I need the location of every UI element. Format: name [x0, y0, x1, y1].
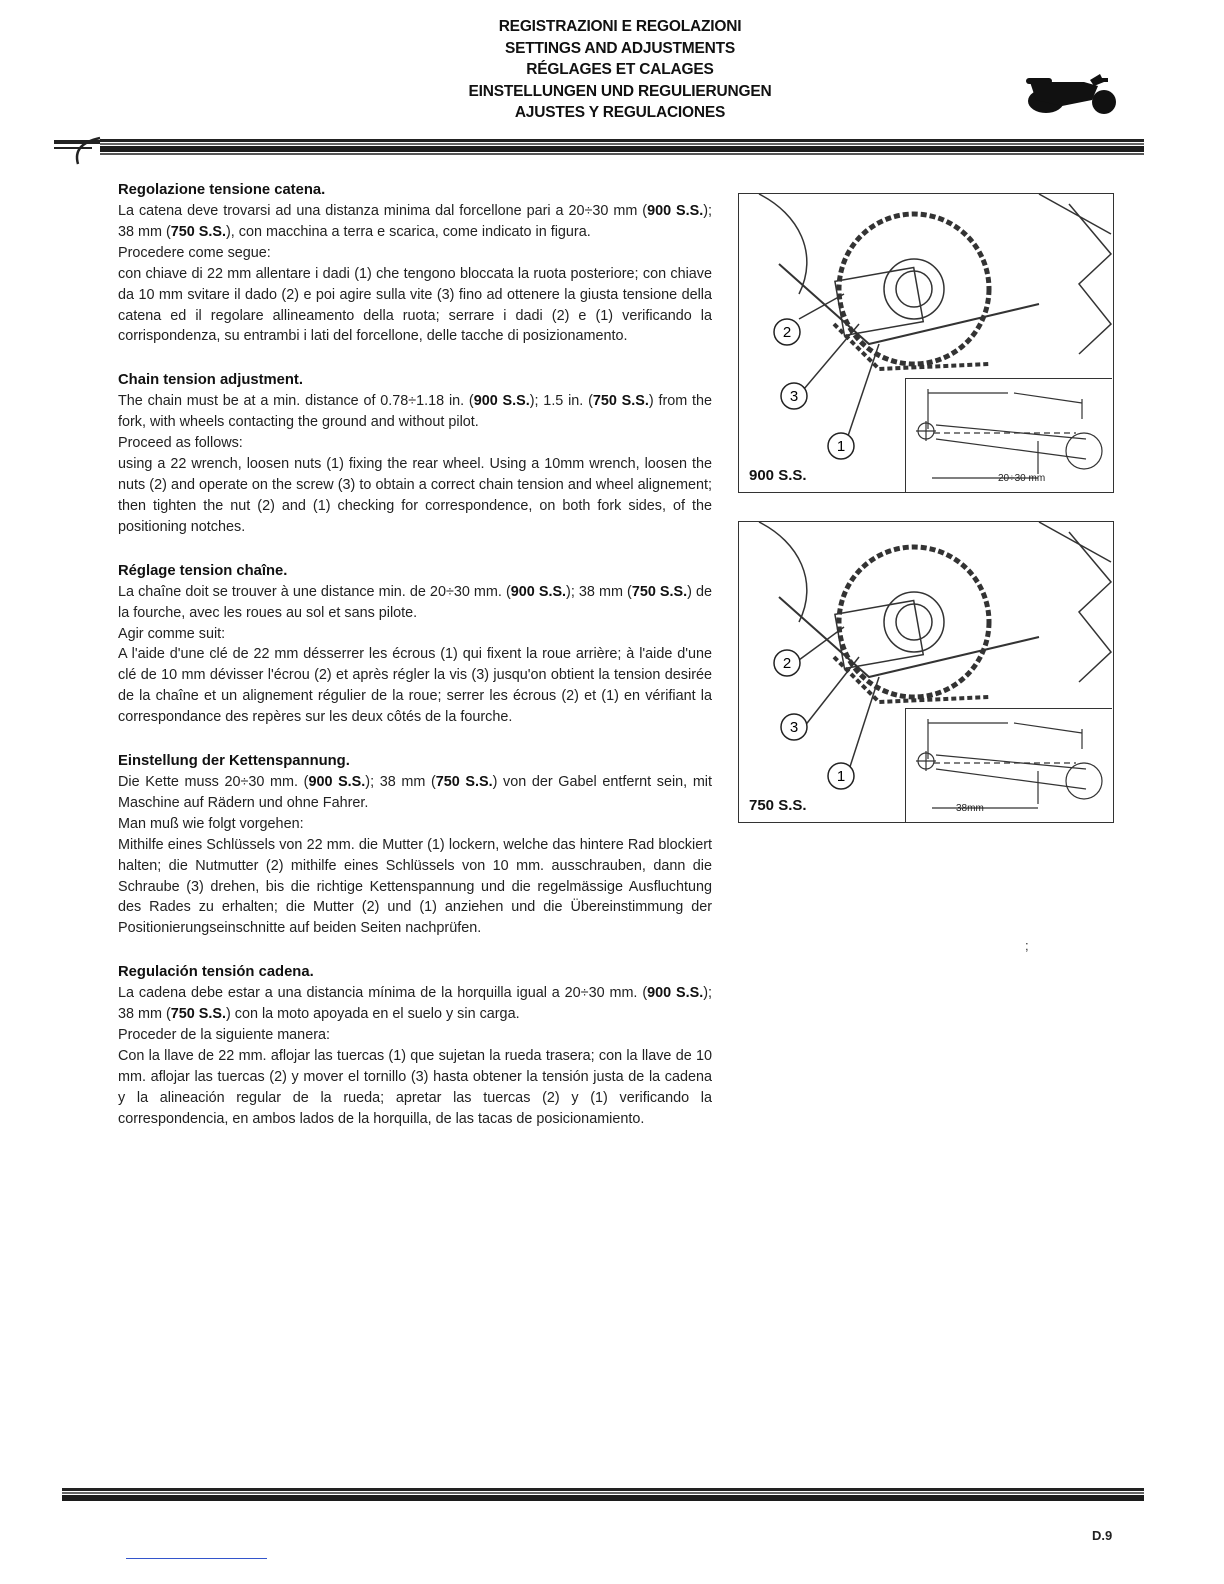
dimension-label: 38mm [956, 803, 984, 814]
section-paragraph: Proceder de la siguiente manera: [118, 1027, 330, 1044]
dimension-label: 20÷30 mm [998, 473, 1046, 484]
callout-1 [828, 433, 854, 459]
stray-mark: ; [1025, 938, 1029, 953]
section-paragraph: Procedere come segue: [118, 244, 271, 261]
section-paragraph: Die Kette muss 20÷30 mm. (900 S.S.); 38 mm (750 S.S.) von der Gabel entfernt sein, mit Maschine auf Rädern und ohne Fahrer. [118, 774, 712, 811]
swingarm-dimension-diagram [906, 709, 1112, 822]
section-paragraph: Con la llave de 22 mm. aflojar las tuercas (1) que sujetan la rueda trasera; con la llave de 10 mm. aflojar las tuercas (2) y mover el tornillo (3) hasta obtener la tensión justa de la cadena y la alineación regular de la rueda; apretar las tuercas (2) y (1) verificando la correspondencia, en ambos lados de la horquilla, de las tacas de posicionamiento. [118, 1048, 712, 1127]
section-paragraph: La cadena debe estar a una distancia mínima de la horquilla igual a 20÷30 mm. (900 S.S.); 38 mm (750 S.S.) con la moto apoyada en el suelo y sin carga. [118, 985, 712, 1023]
section-title: Réglage tension chaîne. [118, 562, 288, 579]
section-paragraph: Man muß wie folgt vorgehen: [118, 815, 304, 832]
svg-text:1: 1 [836, 438, 846, 455]
section-paragraph: Mithilfe eines Schlüssels von 22 mm. die Mutter (1) lockern, welche das hintere Rad blockiert halten; die Nutmutter (2) mithilfe eines Schlüssels von 10 mm. ausschrauben, dann die Schraube (3) drehen, bis die richtige Kettenspannung und die regelmässige Ausfluchtung des Rades zu erhalten; die Mutter (2) und (1) anziehen und die Übereinstimmung der Positionierungseinschnitte auf beiden Seiten nachprüfen. [118, 836, 712, 937]
figure-750ss [738, 521, 1114, 823]
section-french [118, 561, 712, 728]
svg-text:3: 3 [789, 388, 799, 405]
callout-1 [828, 763, 854, 789]
svg-text:2: 2 [782, 655, 792, 672]
header-title-en: SETTINGS AND ADJUSTMENTS [504, 39, 735, 57]
dimension-inset [905, 378, 1112, 492]
top-divider [100, 139, 1144, 156]
svg-text:2: 2 [782, 324, 792, 341]
svg-text:1: 1 [836, 768, 846, 785]
header-title-es: AJUSTES Y REGULACIONES [514, 104, 726, 121]
page-number: D.9 [1092, 1528, 1113, 1543]
section-paragraph: La catena deve trovarsi ad una distanza minima dal forcellone pari a 20÷30 mm (900 S.S.); 38 mm (750 S.S.), con macchina a terra e scarica, come indicato in figura. [118, 203, 713, 240]
section-paragraph: A l'aide d'une clé de 22 mm désserrer les écrous (1) qui fixent la roue arrière; à l'aide d'une clé de 10 mm dévisser l'écrou (2) et après régler la vis (3) jusqu'on obtient la tension desirée de la chaîne et un alignement régulier de la roue; serrer les écrous (2) et (1) en vérifiant la correspondance des repères sur les deux côtés de la fourche. [118, 646, 712, 726]
instructions-column [118, 180, 712, 1153]
section-title: Regulación tensión cadena. [118, 964, 314, 981]
section-paragraph: Proceed as follows: [118, 435, 243, 452]
section-paragraph: La chaîne doit se trouver à une distance min. de 20÷30 mm. (900 S.S.); 38 mm (750 S.S.) de la fourche, avec les roues au sol et sans pilote. [118, 583, 712, 621]
section-paragraph: using a 22 wrench, loosen nuts (1) fixing the rear wheel. Using a 10mm wrench, loosen the nuts (2) and operate on the screw (3) to obtain a correct chain tension and wheel alignement; then tighten the nut (2) and (1) checking for correspondence, on both fork sides, of the positioning notches. [118, 456, 712, 535]
section-paragraph: The chain must be at a min. distance of 0.78÷1.18 in. (900 S.S.); 1.5 in. (750 S.S.) from the fork, with wheels contacting the ground and without pilot. [118, 393, 713, 431]
section-paragraph: con chiave di 22 mm allentare i dadi (1) che tengono bloccata la ruota posteriore; con chiave da 10 mm svitare il dado (2) e poi agire sulla vite (3) fino ad ottenere la giusta tensione della catena ed il regolare allineamento della ruota; serrare i dadi (2) e (1) verificando la corrispondenza, su entrambi i lati del forcellone, delle tacche di posizionamento. [118, 265, 712, 345]
header-title-de: EINSTELLUNGEN UND REGULIERUNGEN [468, 82, 772, 100]
section-title: Chain tension adjustment. [118, 372, 303, 389]
section-title: Regolazione tensione catena. [118, 182, 326, 198]
figure-900ss [738, 193, 1114, 493]
callout-2 [774, 650, 800, 676]
dimension-inset [905, 708, 1112, 822]
bottom-divider [62, 1488, 1144, 1502]
section-italian [118, 180, 712, 347]
section-title: Einstellung der Kettenspannung. [118, 753, 350, 770]
page-header [400, 16, 840, 124]
section-spanish [118, 962, 712, 1129]
section-german [118, 751, 712, 939]
motorcycle-icon [1022, 70, 1118, 120]
callout-3 [781, 383, 807, 409]
header-title-it: REGISTRAZIONI E REGOLAZIONI [498, 18, 742, 35]
callout-2 [774, 319, 800, 345]
footer-underline [126, 1558, 267, 1559]
header-title-fr: RÉGLAGES ET CALAGES [526, 61, 714, 78]
figure-caption: 900 S.S. [749, 467, 807, 484]
section-english [118, 370, 712, 537]
callout-3 [781, 714, 807, 740]
section-paragraph: Agir comme suit: [118, 625, 226, 642]
svg-text:3: 3 [789, 719, 799, 736]
figure-caption: 750 S.S. [749, 797, 807, 814]
